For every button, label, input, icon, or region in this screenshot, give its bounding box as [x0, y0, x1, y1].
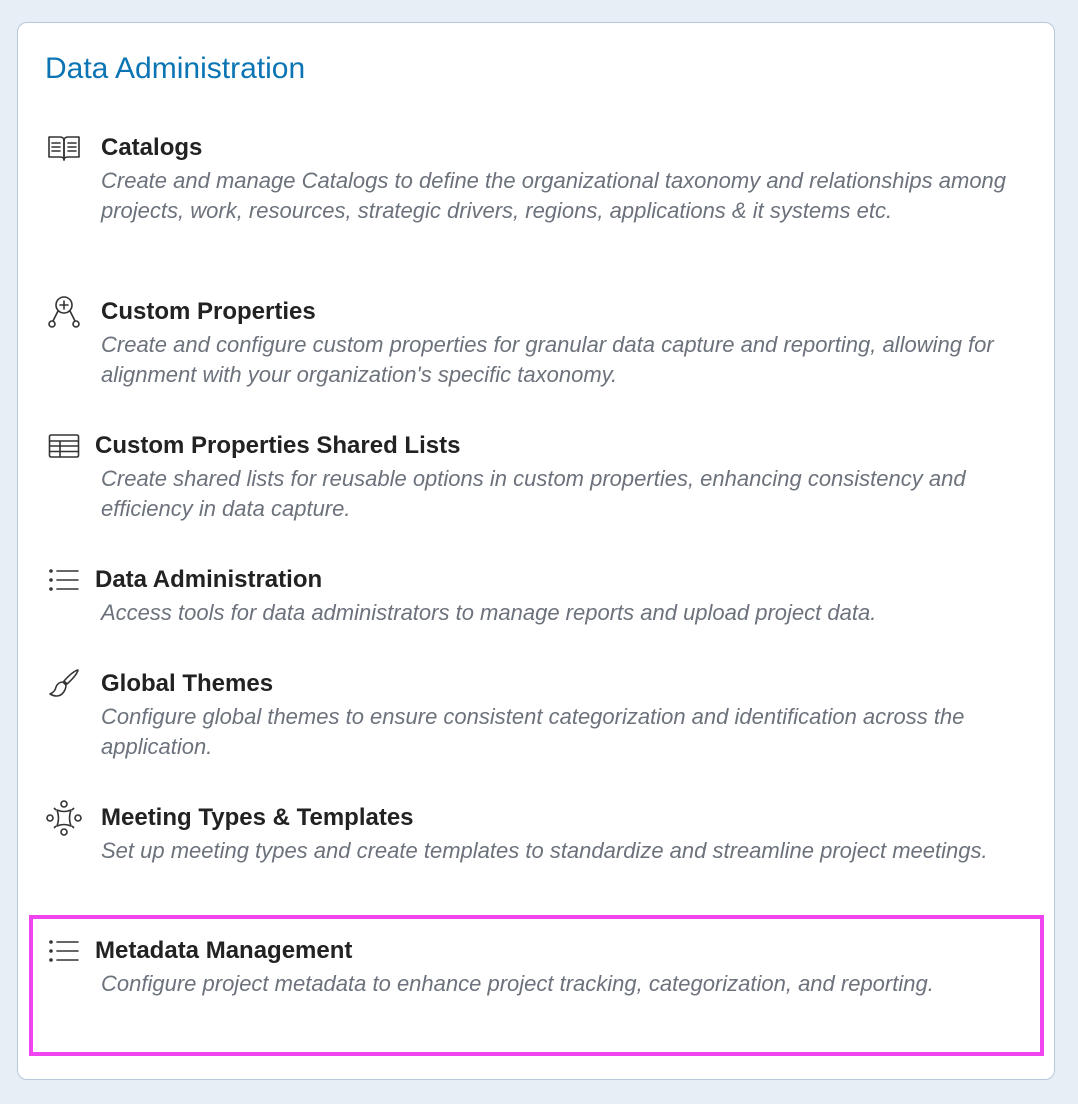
list-icon — [46, 562, 82, 598]
panel-title: Data Administration — [45, 52, 306, 85]
custom-properties-shared-lists-description: Create shared lists for reusable options in custom properties, enhancing consistency and efficiency in data capture. — [101, 466, 966, 521]
data-administration-description: Access tools for data administrators to manage reports and upload project data. — [101, 600, 877, 625]
meeting-types-templates-title: Meeting Types & Templates — [101, 804, 414, 831]
table-icon — [46, 428, 82, 464]
custom-properties-title: Custom Properties — [101, 298, 316, 325]
paintbrush-icon — [46, 666, 82, 702]
custom-properties-description: Create and configure custom properties for granular data capture and reporting, allowing for alignment with your organization's specific taxonomy. — [101, 332, 994, 387]
global-themes-title: Global Themes — [101, 670, 274, 697]
meeting-types-templates-description: Set up meeting types and create templates to standardize and streamline project meetings. — [101, 838, 988, 863]
metadata-management-description: Configure project metadata to enhance project tracking, categorization, and reporting. — [101, 971, 934, 996]
data-administration-title: Data Administration — [95, 566, 323, 593]
metadata-management-title: Metadata Management — [95, 937, 353, 964]
open-book-icon — [46, 130, 82, 166]
list-icon — [46, 933, 82, 969]
catalogs-description: Create and manage Catalogs to define the organizational taxonomy and relationships among projects, work, resources, strategic drivers, regions, applications & it systems etc. — [101, 168, 1007, 223]
meeting-icon — [46, 800, 82, 836]
global-themes-description: Configure global themes to ensure consistent categorization and identification across the application. — [101, 704, 965, 759]
custom-properties-shared-lists-title: Custom Properties Shared Lists — [95, 432, 461, 459]
custom-properties-icon — [46, 294, 82, 330]
data-administration-panel — [17, 22, 1055, 1080]
catalogs-title: Catalogs — [101, 134, 203, 161]
